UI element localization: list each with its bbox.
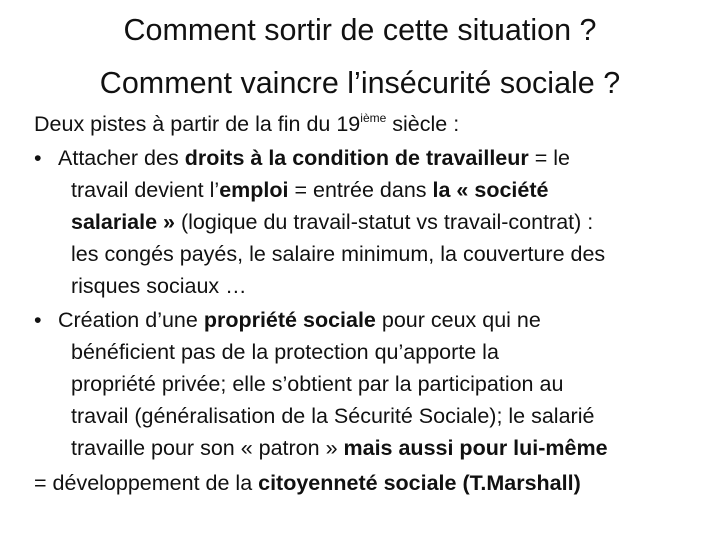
- slide-body: [34, 108, 694, 500]
- title-line-2: Comment vaincre l’insécurité sociale ?: [99, 66, 621, 100]
- bold-run: propriété sociale: [203, 308, 376, 332]
- text-run: travaille pour son « patron »: [71, 436, 344, 460]
- bullet-line: [58, 142, 694, 174]
- bullet-line: risques sociaux …: [71, 274, 247, 298]
- bold-run: emploi: [219, 178, 289, 202]
- text-run: = le: [528, 146, 571, 170]
- conclusion-paragraph: [34, 466, 694, 500]
- bullet-icon: •: [34, 146, 42, 170]
- bullet-line: propriété privée; elle s’obtient par la participation au: [71, 372, 564, 396]
- text-run: = développement de la: [34, 471, 259, 495]
- slide-title: [10, 4, 710, 110]
- text-run: Création d’une: [58, 308, 204, 332]
- bold-run: mais aussi pour lui-même: [343, 436, 608, 460]
- text-run: pour ceux qui ne: [375, 308, 541, 332]
- bold-run: salariale »: [71, 210, 176, 234]
- intro-paragraph: [34, 108, 694, 140]
- bullet-item-rights: [34, 142, 694, 302]
- bullet-item-social-property: [34, 304, 694, 464]
- bold-run: citoyenneté sociale (T.Marshall): [258, 471, 581, 495]
- bold-run: droits à la condition de travailleur: [184, 146, 529, 170]
- title-line-1: Comment sortir de cette situation ?: [123, 13, 597, 47]
- bullet-line: les congés payés, le salaire minimum, la couverture des: [71, 242, 606, 266]
- bullet-line: bénéficient pas de la protection qu’apporte la: [71, 340, 499, 364]
- intro-superscript: ième: [360, 111, 387, 125]
- text-run: (logique du travail-statut vs travail-contrat) :: [175, 210, 594, 234]
- bullet-line: [58, 304, 694, 336]
- text-run: Attacher des: [58, 146, 185, 170]
- bullet-line: travail (généralisation de la Sécurité Sociale); le salarié: [71, 404, 595, 428]
- bold-run: la « société: [432, 178, 549, 202]
- bullet-icon: •: [34, 308, 42, 332]
- bullet-line: [58, 206, 694, 238]
- intro-text: Deux pistes à partir de la fin du 19: [34, 112, 361, 136]
- intro-text-end: siècle :: [386, 112, 460, 136]
- text-run: travail devient l’: [71, 178, 220, 202]
- text-run: = entrée dans: [288, 178, 433, 202]
- bullet-line: [58, 432, 694, 464]
- bullet-line: [58, 174, 694, 206]
